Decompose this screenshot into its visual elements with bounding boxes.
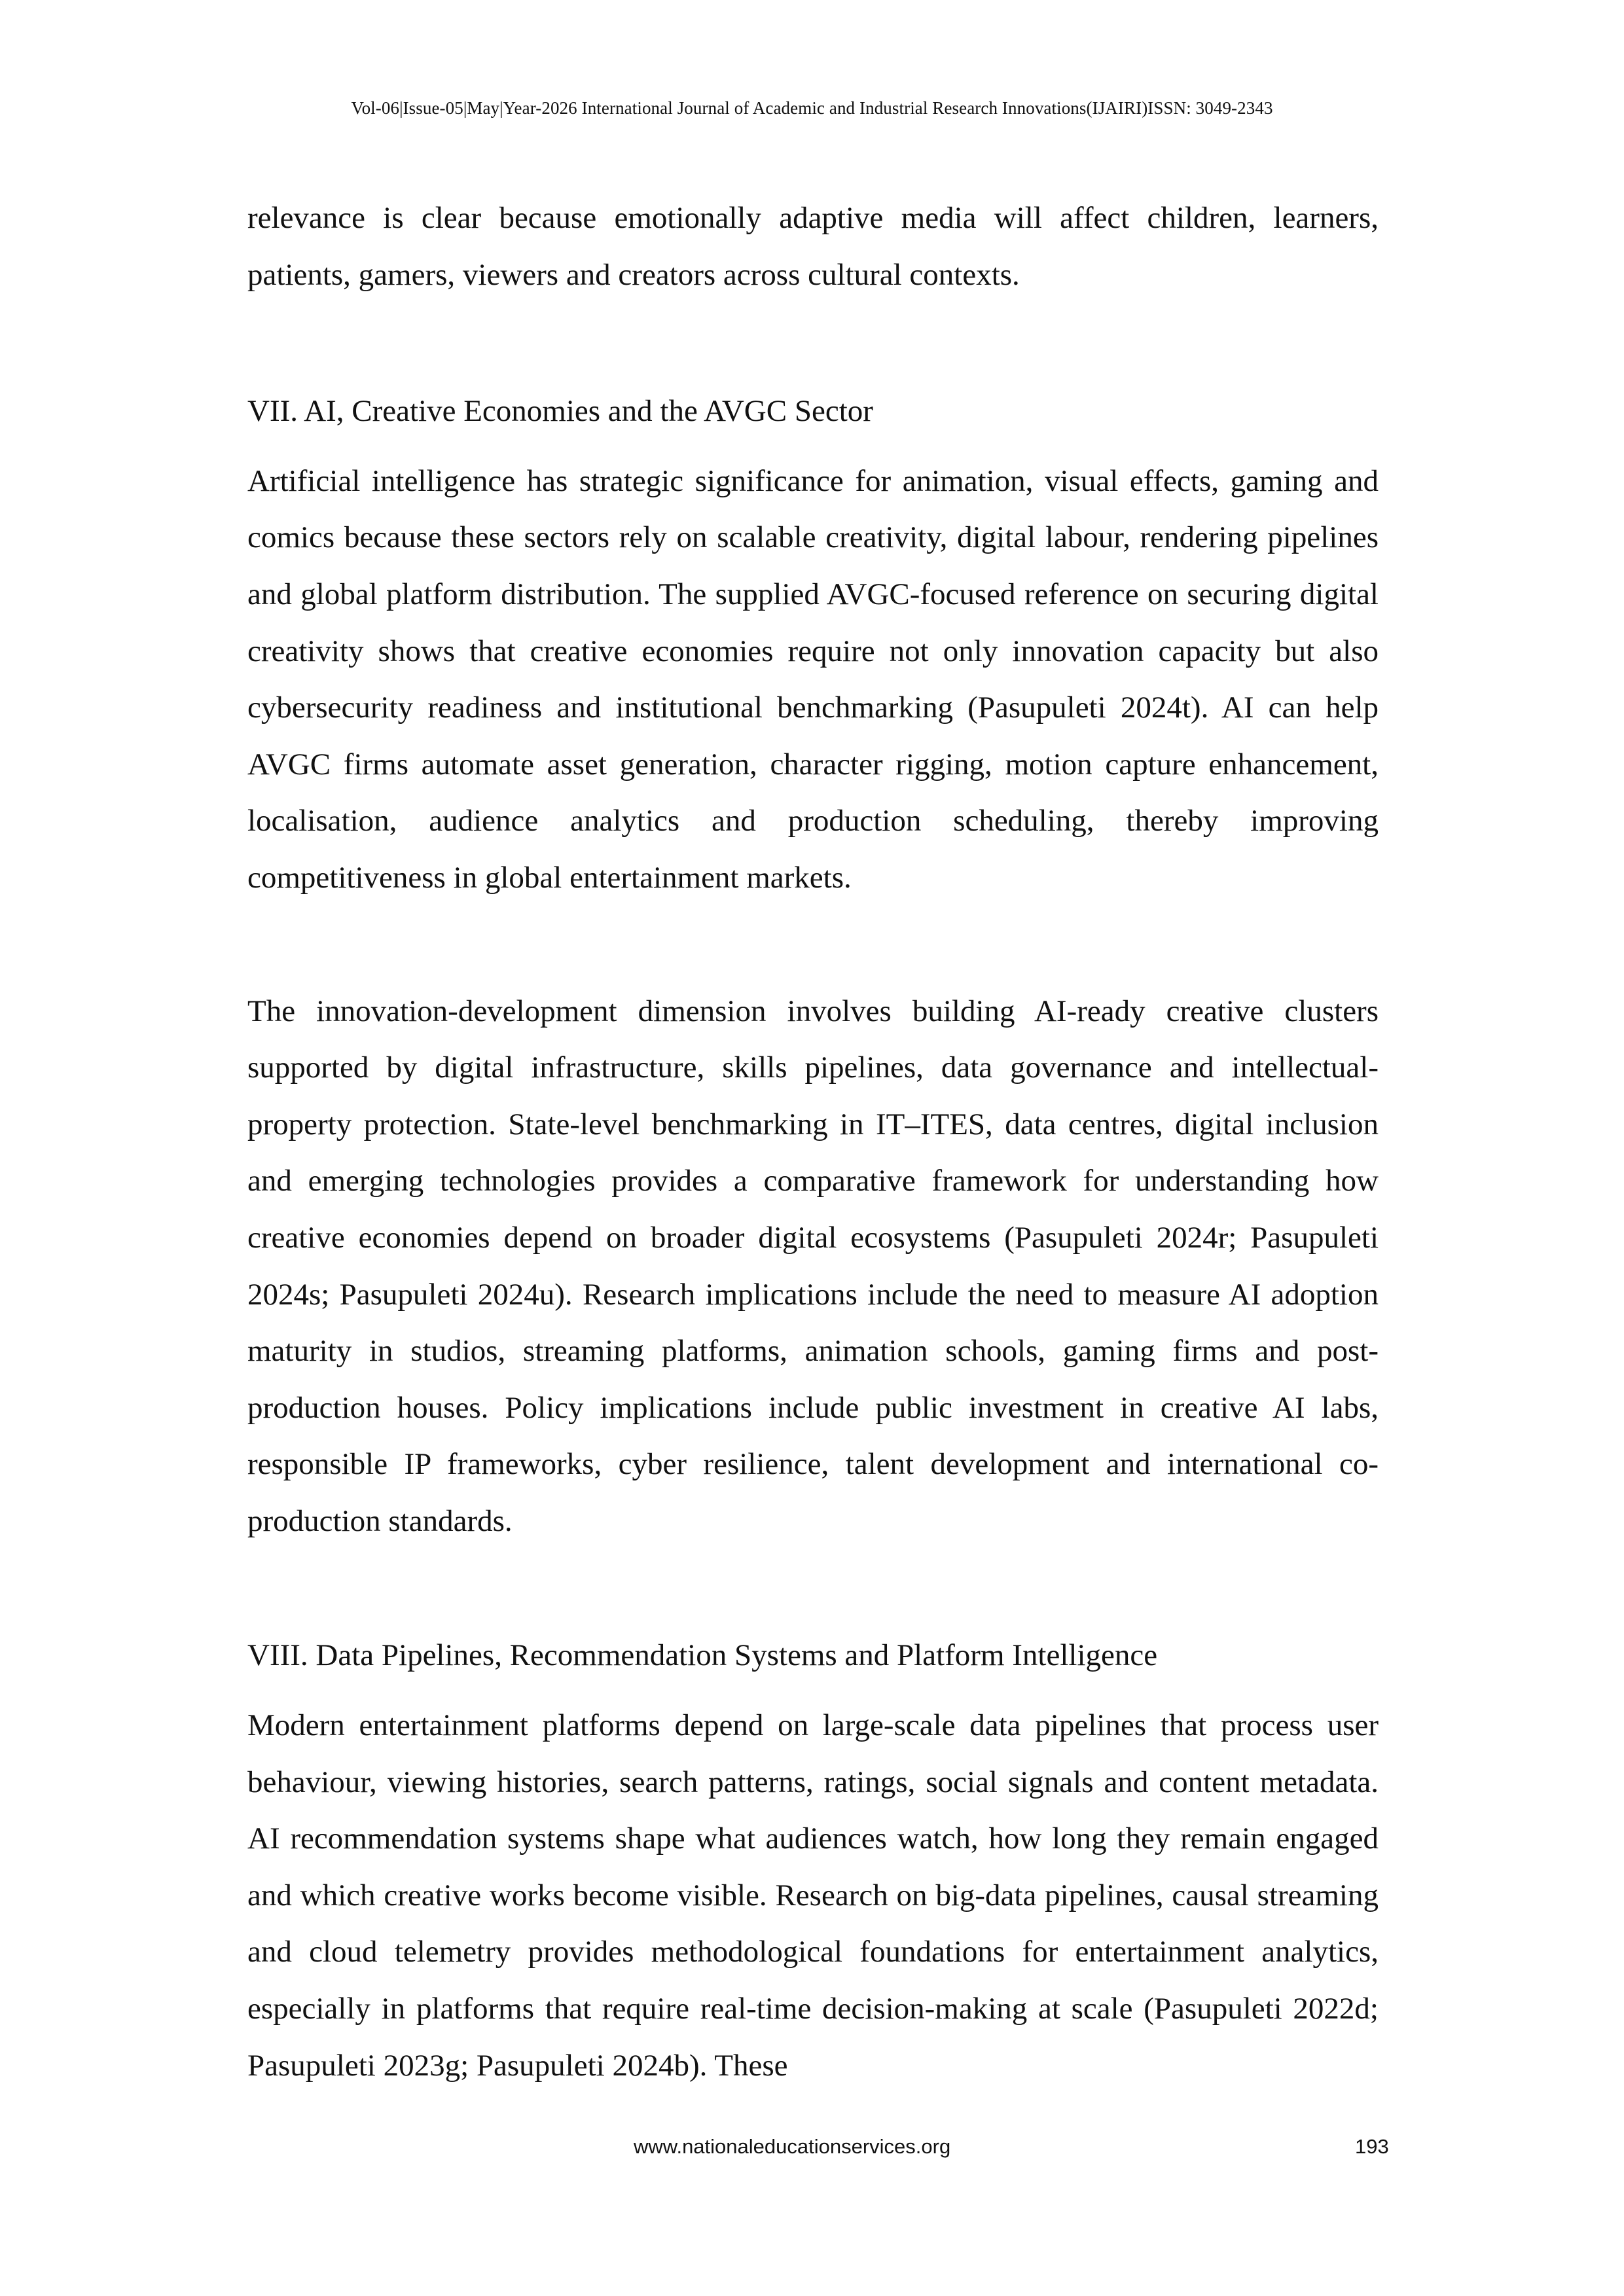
continued-paragraph: relevance is clear because emotionally adaptive media will affect children, learners, patients, gamers, viewers and creators across cultural contexts. — [247, 201, 1379, 292]
page-number: 193 — [1355, 2135, 1389, 2158]
section-viii-paragraph-1: Modern entertainment platforms depend on large-scale data pipelines that process user behaviour, viewing histories, search patterns, ratings, social signals and content metadata. AI recommendation systems shape what audiences watch, how long they remain engaged and which creative works become visible. Research on big-data pipelines, causal streaming and cloud telemetry provides methodological foundations for entertainment analytics, especially in platforms that require real-time decision-making at scale (Pasupuleti 2022d; Pasupuleti 2023g; Pasupuleti 2024b). These — [247, 1708, 1379, 2083]
section-vii-paragraph-2: The innovation-development dimension involves building AI-ready creative clusters supported by digital infrastructure, skills pipelines, data governance and intellectual-property protection. State-level benchmarking in IT–ITES, data centres, digital inclusion and emerging technologies provides a comparative framework for understanding how creative economies depend on broader digital ecosystems (Pasupuleti 2024r; Pasupuleti 2024s; Pasupuleti 2024u). Research implications include the need to measure AI adoption maturity in studios, streaming platforms, animation schools, gaming firms and post-production houses. Policy implications include public investment in creative AI labs, responsible IP frameworks, cyber resilience, talent development and international co-production standards. — [247, 994, 1379, 1538]
footer-url: www.nationaleducationservices.org — [634, 2135, 951, 2158]
section-vii-paragraph-1: Artificial intelligence has strategic significance for animation, visual effects, gaming and comics because these sectors rely on scalable creativity, digital labour, rendering pipelines and global platform distribution. The supplied AVGC-focused reference on securing digital creativity shows that creative economies require not only innovation capacity but also cybersecurity readiness and institutional benchmarking (Pasupuleti 2024t). AI can help AVGC firms automate asset generation, character rigging, motion capture enhancement, localisation, audience analytics and production scheduling, thereby improving competitiveness in global entertainment markets. — [247, 463, 1379, 895]
section-heading-viii: VIII. Data Pipelines, Recommendation Systems and Platform Intelligence — [247, 1638, 1158, 1673]
running-header: Vol-06|Issue-05|May|Year-2026 International Journal of Academic and Industrial Research Innovations(IJAIRI)ISSN: 3049-2343 — [351, 98, 1273, 118]
page-body — [247, 190, 1379, 2094]
section-heading-vii: VII. AI, Creative Economies and the AVGC Sector — [247, 394, 873, 429]
